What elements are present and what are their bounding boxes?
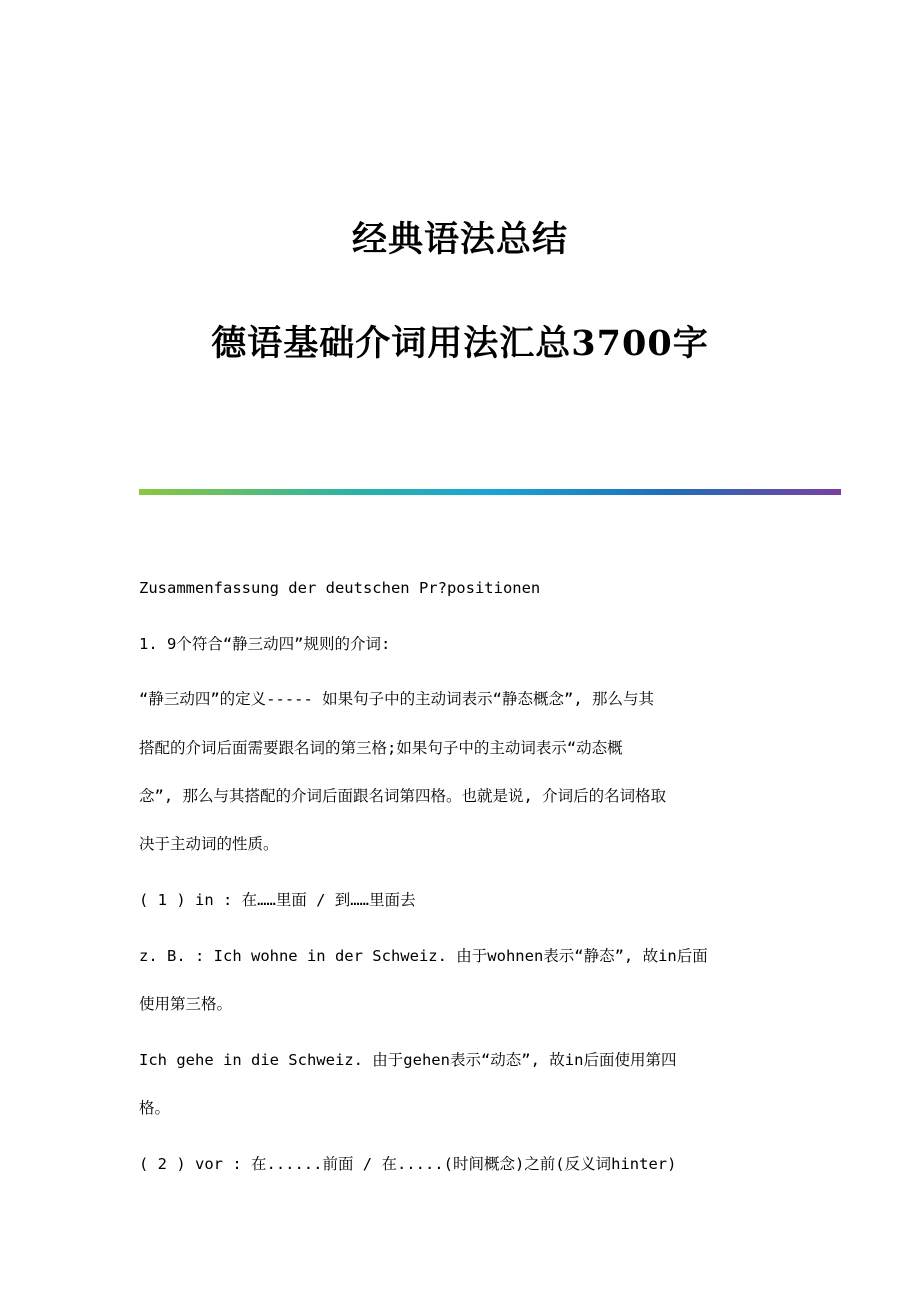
body-line: 念”, 那么与其搭配的介词后面跟名词第四格。也就是说, 介词后的名词格取: [139, 787, 667, 805]
body-line: z. B. : Ich wohne in der Schweiz. 由于wohnen表示“静态”, 故in后面: [139, 947, 708, 965]
gradient-divider: [139, 489, 841, 495]
body-line: 格。: [139, 1099, 171, 1117]
body-line: 搭配的介词后面需要跟名词的第三格;如果句子中的主动词表示“动态概: [139, 739, 623, 757]
body-line: Zusammenfassung der deutschen Pr?positionen: [139, 579, 541, 597]
document-title: 经典语法总结: [351, 219, 568, 260]
body-line: ( 1 ) in : 在……里面 / 到……里面去: [139, 891, 416, 909]
document-subtitle: 德语基础介词用法汇总3700字: [211, 323, 709, 364]
body-line: 1. 9个符合“静三动四”规则的介词:: [139, 635, 391, 653]
body-line: 使用第三格。: [139, 995, 233, 1013]
body-line: 决于主动词的性质。: [139, 835, 279, 853]
body-line: Ich gehe in die Schweiz. 由于gehen表示“动态”, 故in后面使用第四: [139, 1051, 677, 1069]
body-line: ( 2 ) vor : 在......前面 / 在.....(时间概念)之前(反义词hinter): [139, 1155, 677, 1173]
body-line: “静三动四”的定义----- 如果句子中的主动词表示“静态概念”, 那么与其: [139, 690, 654, 708]
